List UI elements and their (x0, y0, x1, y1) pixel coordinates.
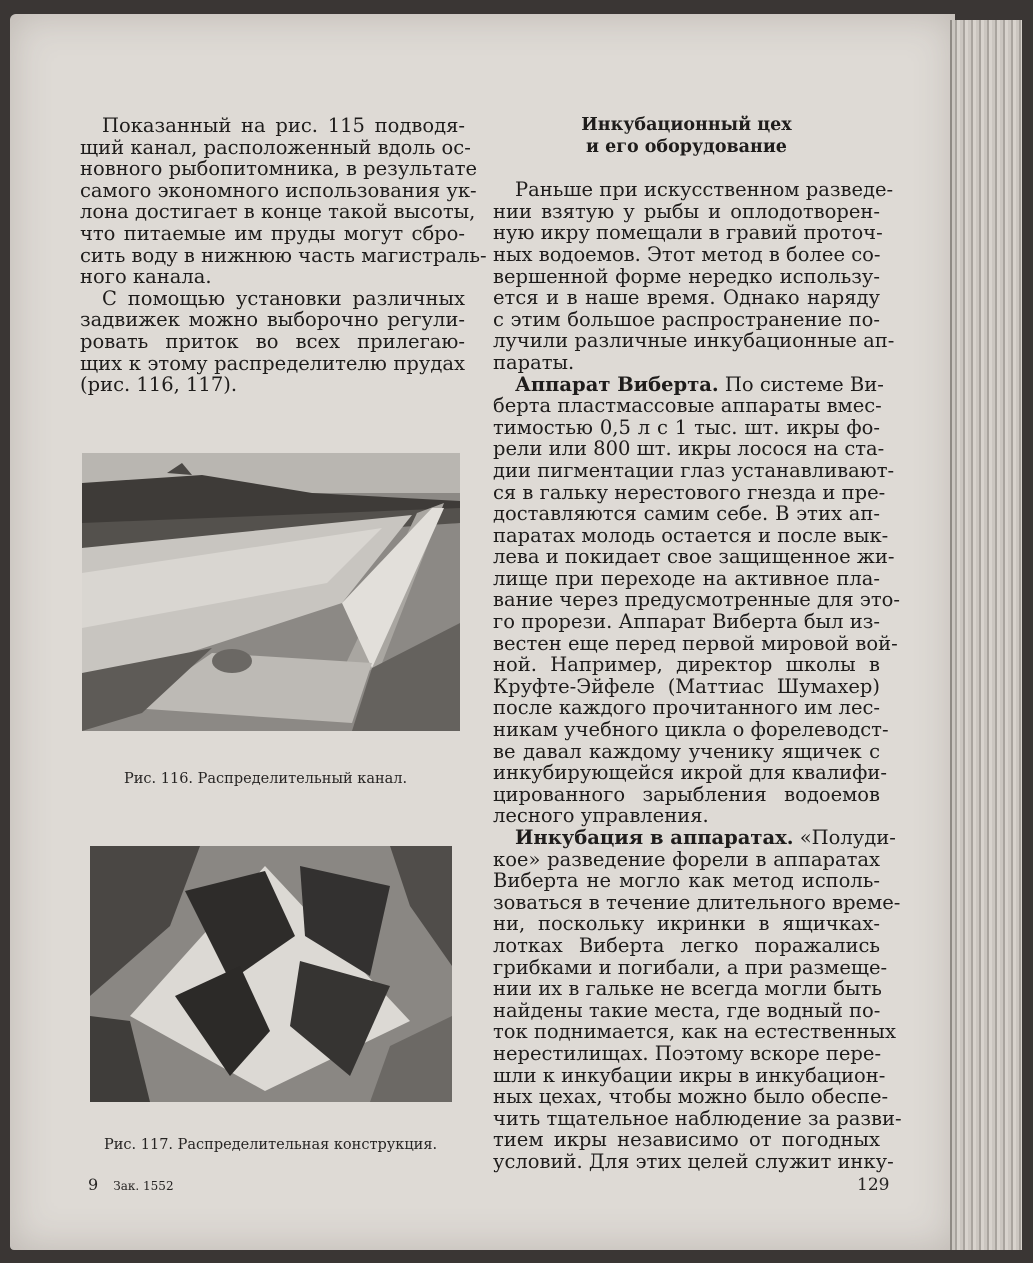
distribution-structure-photo (90, 846, 452, 1102)
left-column-line: сить воду в нижнюю часть магистраль- (80, 243, 487, 267)
left-text-column (80, 114, 487, 397)
right-column-line: вестен еще перед первой мировой вой- (493, 631, 898, 655)
left-column-line: С помощью установки различных (102, 286, 465, 310)
right-column-line: ных цехах, чтобы можно было обеспе- (493, 1085, 889, 1109)
left-column-line: задвижек можно выборочно регули- (80, 308, 465, 332)
right-column-line: берта пластмассовые аппараты вмес- (493, 394, 882, 418)
right-column-line: нии взятую у рыбы и оплодотворен- (493, 199, 880, 223)
right-column-line: никам учебного цикла о форелеводст- (493, 718, 889, 742)
right-column-line: тием икры независимо от погодных (493, 1128, 880, 1152)
right-column-line: лище при переходе на активное пла- (493, 566, 880, 590)
right-column-line: Инкубация в аппаратах. «Полуди- (515, 826, 896, 849)
right-column-line: тимостью 0,5 л с 1 тыс. шт. икры фо- (493, 415, 880, 439)
left-column-line: Показанный на рис. 115 подводя- (102, 114, 465, 137)
right-column-line: ной. Например, директор школы в (493, 653, 880, 677)
right-column-line: ток поднимается, как на естественных (493, 1020, 896, 1044)
right-column-line: лева и покидает свое защищенное жи- (493, 545, 895, 569)
right-column-line: условий. Для этих целей служит инку- (493, 1149, 894, 1173)
right-column-line: ся в гальку нерестового гнезда и пре- (493, 480, 886, 504)
right-column-line: нии их в гальке не всегда могли быть (493, 977, 882, 1001)
right-column-line: после каждого прочитанного им лес- (493, 696, 880, 720)
right-column-line: го прорези. Аппарат Виберта был из- (493, 610, 880, 634)
right-column-line: вершенной форме нередко использу- (493, 264, 880, 288)
right-column-line: кое» разведение форели в аппаратах (493, 847, 880, 871)
order-text: Зак. 1552 (113, 1179, 174, 1193)
right-column-line: инкубирующейся икрой для квалифи- (493, 761, 887, 785)
left-column-line: что питаемые им пруды могут сбро- (80, 221, 465, 245)
right-column-line: паратах молодь остается и после вык- (493, 523, 889, 547)
left-column-line: новного рыбопитомника, в результате (80, 157, 478, 181)
figure-117-caption: Рис. 117. Распределительная конструкция. (104, 1137, 438, 1153)
right-column-line: найдены такие места, где водный по- (493, 998, 881, 1022)
left-column-line: лона достигает в конце такой высоты, (80, 200, 476, 224)
left-column-line: щий канал, расположенный вдоль ос- (80, 135, 471, 159)
figure-116-photo (82, 453, 460, 731)
right-column-line: ве давал каждому ученику ящичек с (493, 739, 880, 763)
right-column-line: доставляются самим себе. В этих ап- (493, 502, 880, 526)
right-column-line: зоваться в течение длительного време- (493, 890, 901, 914)
right-column-line: рели или 800 шт. икры лосося на ста- (493, 437, 885, 461)
signature-number: 9 (88, 1175, 99, 1194)
right-column-line: вание через предусмотренные для это- (493, 588, 900, 612)
distribution-canal-photo (82, 453, 460, 731)
run-in-heading: Инкубация в аппаратах. (515, 826, 794, 849)
right-column-line: ных водоемов. Этот метод в более со- (493, 242, 881, 266)
right-column-line: грибками и погибали, а при размеще- (493, 955, 888, 979)
right-column-line: шли к инкубации икры в инкубацион- (493, 1063, 886, 1087)
page-edges (950, 20, 1022, 1250)
right-column-line: Виберта не могло как метод исполь- (493, 869, 880, 893)
right-column-line: ную икру помещали в гравий проточ- (493, 221, 883, 245)
left-column-line: ного канала. (80, 265, 212, 289)
right-column-line: цированного зарыбления водоемов (493, 782, 880, 806)
right-column-line: нерестилищах. Поэтому вскоре пере- (493, 1041, 882, 1065)
left-column-line: (рис. 116, 117). (80, 373, 238, 397)
figure-117-photo (90, 846, 452, 1102)
right-column-line: ется и в наше время. Однако наряду (493, 286, 880, 310)
left-column-line: щих к этому распределителю прудах (80, 351, 465, 375)
right-column-line: Аппарат Виберта. По системе Ви- (515, 372, 884, 396)
run-in-heading: Аппарат Виберта. (515, 372, 719, 396)
section-heading-line-1: Инкубационный цех (581, 115, 792, 135)
right-column-line: лучили различные инкубационные ап- (493, 329, 895, 353)
right-column-line: Раньше при искусственном разведе- (515, 178, 894, 202)
right-column-line: параты. (493, 350, 575, 374)
page-number: 129 (857, 1175, 890, 1195)
figure-116-caption: Рис. 116. Распределительный канал. (124, 771, 408, 787)
right-column-line: лотках Виберта легко поражались (493, 933, 880, 957)
right-column-line: лесного управления. (493, 804, 709, 828)
left-column-line: ровать приток во всех прилегаю- (80, 329, 465, 353)
right-text-column (493, 115, 902, 1173)
section-heading-line-2: и его оборудование (586, 136, 787, 157)
right-column-line: Круфте-Эйфеле (Маттиас Шумахер) (493, 674, 880, 698)
right-column-line: ни, поскольку икринки в ящичках- (493, 912, 880, 936)
left-column-line: самого экономного использования ук- (80, 178, 477, 202)
right-column-line: с этим большое распространение по- (493, 307, 880, 331)
right-column-line: дии пигментации глаз устанавливают- (493, 458, 895, 482)
signature-mark (88, 1175, 174, 1194)
right-column-line: чить тщательное наблюдение за разви- (493, 1106, 902, 1130)
